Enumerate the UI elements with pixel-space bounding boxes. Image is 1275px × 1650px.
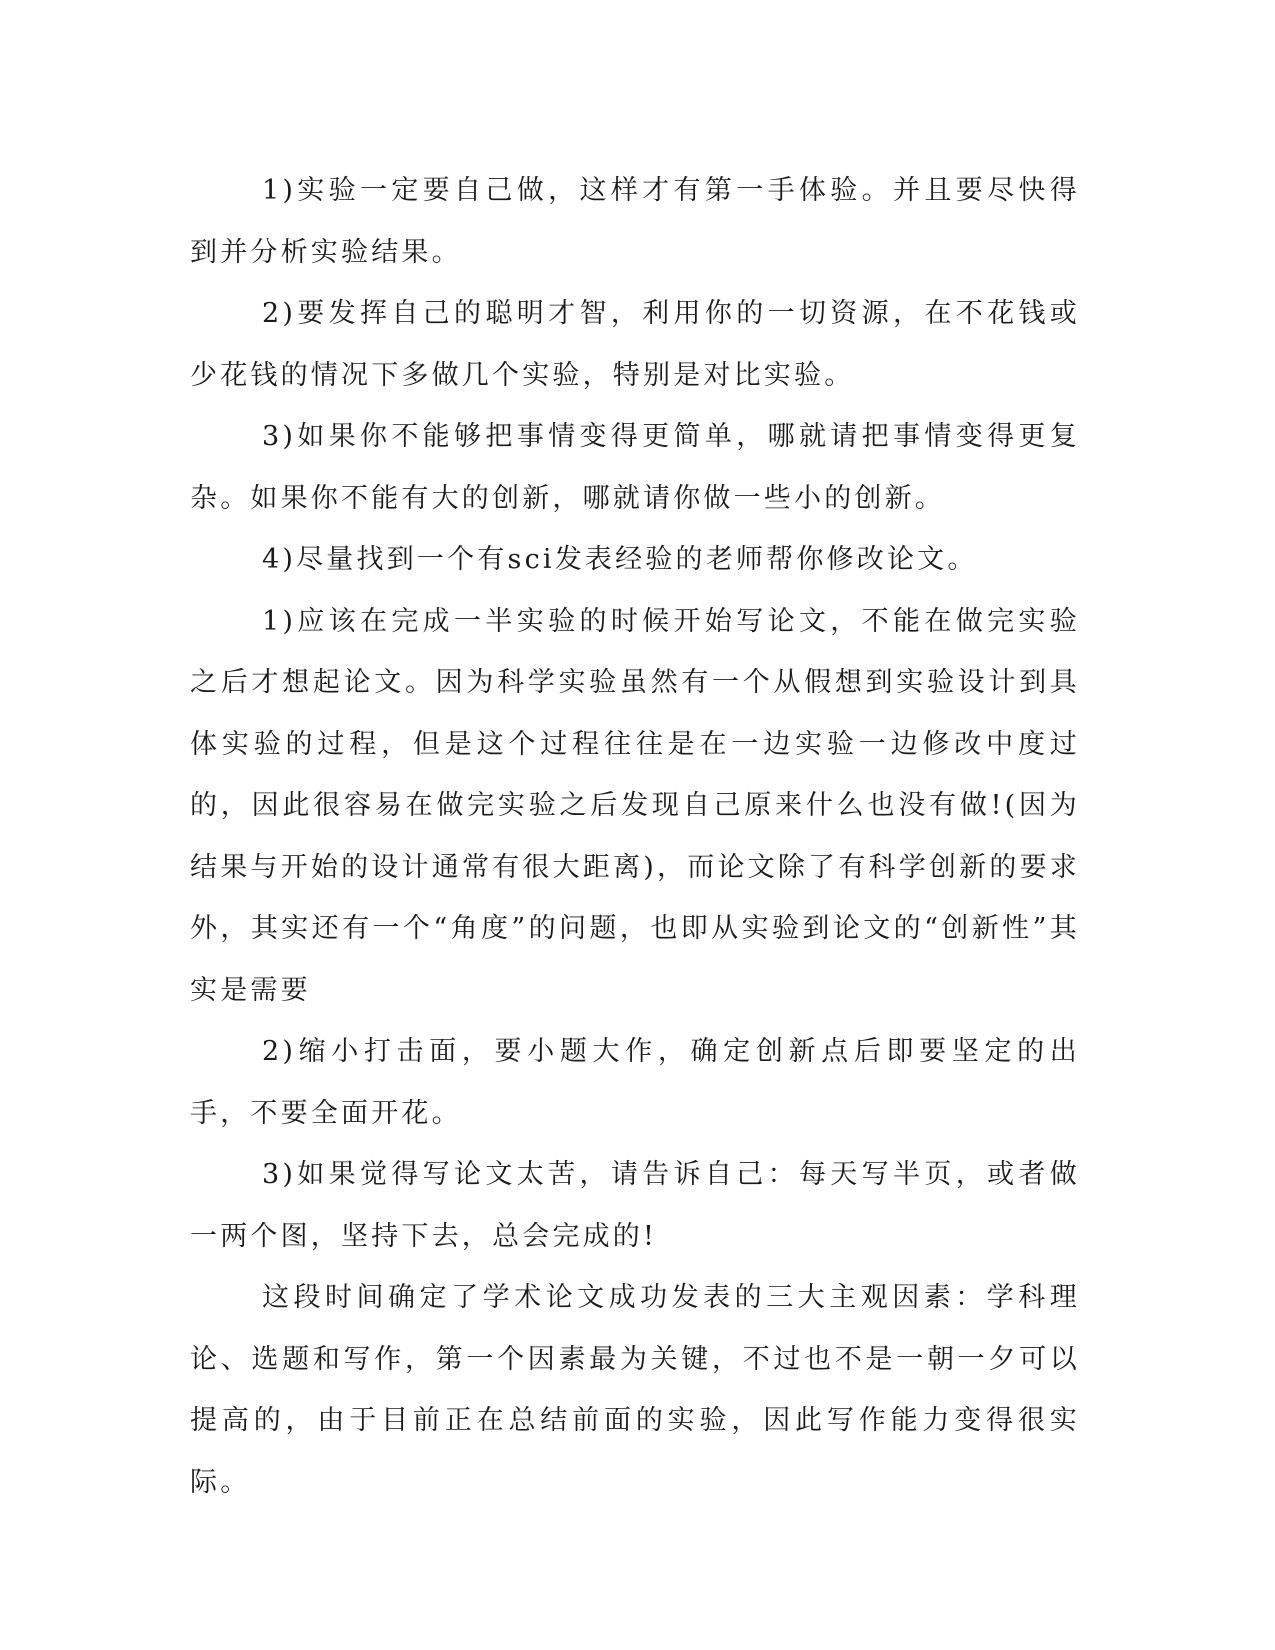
paragraph-7: 3)如果觉得写论文太苦，请告诉自己：每天写半页，或者做一两个图，坚持下去，总会完成的! xyxy=(190,1159,1080,1252)
paragraph-1: 1)实验一定要自己做，这样才有第一手体验。并且要尽快得到并分析实验结果。 xyxy=(190,175,1080,268)
paragraph-8: 这段时间确定了学术论文成功发表的三大主观因素：学科理论、选题和写作，第一个因素最为关键，不过也不是一朝一夕可以提高的，由于目前正在总结前面的实验，因此写作能力变得很实际。 xyxy=(190,1282,1080,1498)
paragraph-6: 2)缩小打击面，要小题大作，确定创新点后即要坚定的出手，不要全面开花。 xyxy=(190,1036,1080,1129)
document-body xyxy=(190,160,1080,1513)
paragraph-2: 2)要发挥自己的聪明才智，利用你的一切资源，在不花钱或少花钱的情况下多做几个实验，特别是对比实验。 xyxy=(190,298,1080,391)
paragraph-5: 1)应该在完成一半实验的时候开始写论文，不能在做完实验之后才想起论文。因为科学实验虽然有一个从假想到实验设计到具体实验的过程，但是这个过程往往是在一边实验一边修改中度过的，因此很容易在做完实验之后发现自己原来什么也没有做!(因为结果与开始的设计通常有很大距离)，而论文除了有科学创新的要求外，其实还有一个“角度”的问题，也即从实验到论文的“创新性”其实是需要 xyxy=(190,605,1080,1006)
paragraph-4: 4)尽量找到一个有sci发表经验的老师帮你修改论文。 xyxy=(262,544,978,575)
paragraph-3: 3)如果你不能够把事情变得更简单，哪就请把事情变得更复杂。如果你不能有大的创新，哪就请你做一些小的创新。 xyxy=(190,421,1080,514)
